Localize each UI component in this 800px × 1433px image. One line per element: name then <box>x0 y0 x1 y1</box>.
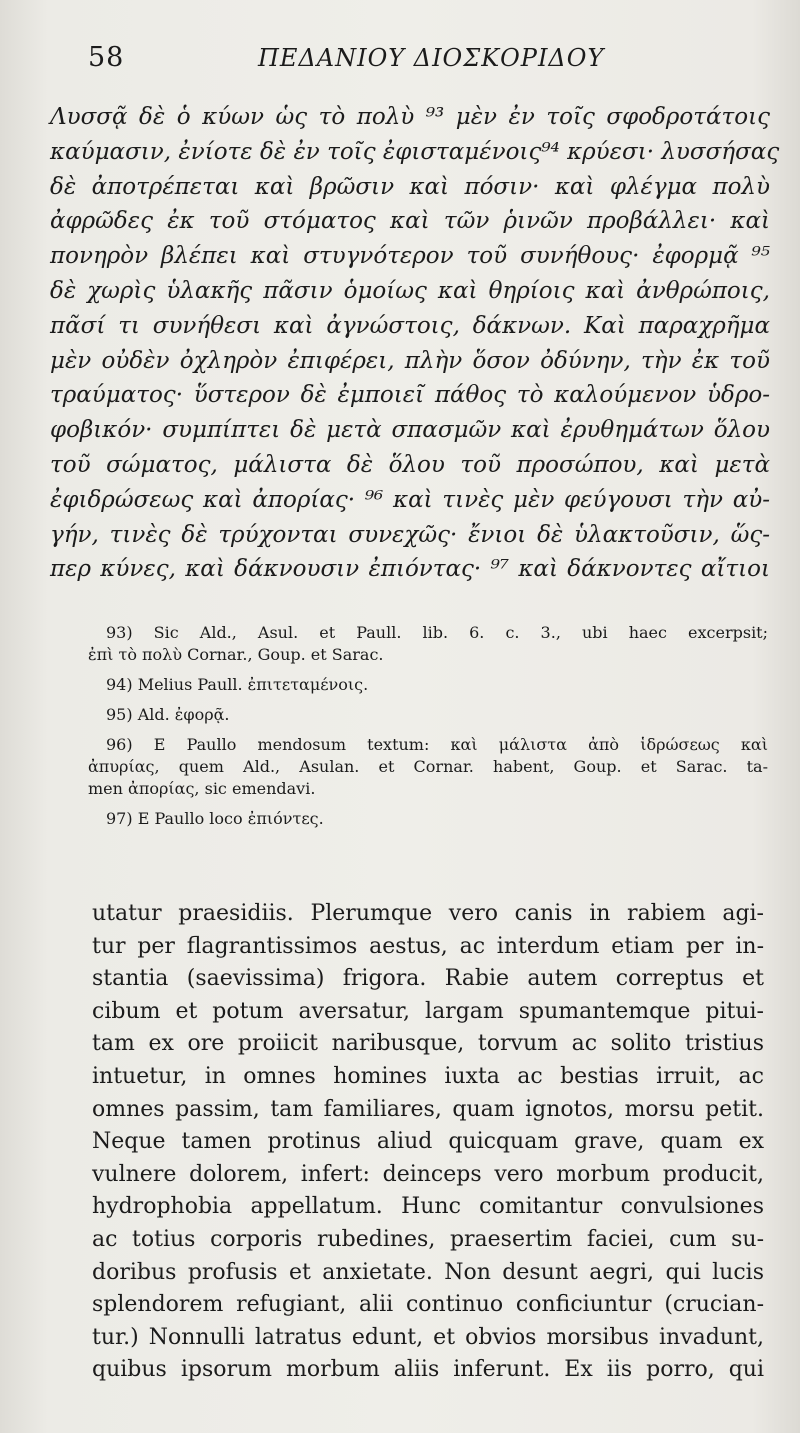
greek-line: δὲ χωρὶς ὑλακῆς πᾶσιν ὁμοίως καὶ θηρίοις καὶ ἀνθρώποις, <box>50 277 770 304</box>
latin-line: Neque tamen protinus aliud quicquam grave, quam ex <box>92 1129 764 1155</box>
greek-line: καύμασιν, ἐνίοτε δὲ ἐν τοῖς ἐφισταμένοις⁹⁴ κρύεσι· λυσσήσας <box>50 138 780 165</box>
footnote-97 <box>88 808 768 830</box>
latin-line: tur per flagrantissimos aestus, ac interdum etiam per in- <box>92 933 764 959</box>
latin-line: quibus ipsorum morbum aliis inferunt. Ex iis porro, qui <box>92 1357 764 1383</box>
footnote-96 <box>88 734 768 800</box>
greek-line: μὲν οὐδὲν ὀχληρὸν ἐπιφέρει, πλὴν ὅσον ὀδύνην, τὴν ἐκ τοῦ <box>50 347 770 374</box>
latin-line: hydrophobia appellatum. Hunc comitantur convulsiones <box>92 1194 764 1220</box>
greek-line: φοβικόν· συμπίπτει δὲ μετὰ σπασμῶν καὶ ἐρυθημάτων ὅλου <box>50 417 770 444</box>
latin-line: stantia (saevissima) frigora. Rabie autem correptus et <box>92 966 764 992</box>
footnote-line: ἐπὶ τὸ πολὺ Cornar., Goup. et Sarac. <box>88 645 384 664</box>
greek-line: πονηρὸν βλέπει καὶ στυγνότερον τοῦ συνήθους· ἐφορμᾷ ⁹⁵ <box>50 243 770 270</box>
running-title: ΠΕΔΑΝΙΟΥ ΔΙΟΣΚΟΡΙΔΟΥ <box>258 44 605 72</box>
latin-line: utatur praesidiis. Plerumque vero canis in rabiem agi- <box>92 901 764 926</box>
footnote-line: 97) E Paullo loco ἐπιόντες. <box>106 809 324 828</box>
greek-line: ἀφρῶδες ἐκ τοῦ στόματος καὶ τῶν ῥινῶν προβάλλει· καὶ <box>50 208 770 235</box>
latin-line: intuetur, in omnes homines iuxta ac bestias irruit, ac <box>92 1063 764 1089</box>
footnote-line: men ἀπορίας, sic emendavi. <box>88 779 316 798</box>
latin-line: vulnere dolorem, infert: deinceps vero morbum producit, <box>92 1161 764 1187</box>
footnote-line: 95) Ald. ἐφορᾷ. <box>106 705 230 724</box>
footnote-94 <box>88 674 768 696</box>
latin-text-block <box>92 898 764 1387</box>
footnote-line: ἀπυρίας, quem Ald., Asulan. et Cornar. habent, Goup. et Sarac. ta- <box>88 757 768 776</box>
greek-line: ἐφιδρώσεως καὶ ἀπορίας· ⁹⁶ καὶ τινὲς μὲν φεύγουσι τὴν αὐ- <box>50 486 770 513</box>
footnote-line: 96) E Paullo mendosum textum: καὶ μάλιστα ἀπὸ ἱδρώσεως καὶ <box>106 735 768 754</box>
footnote-95 <box>88 704 768 726</box>
greek-line: δὲ ἀποτρέπεται καὶ βρῶσιν καὶ πόσιν· καὶ φλέγμα πολὺ <box>50 173 770 200</box>
latin-line: omnes passim, tam familiares, quam ignotos, morsu petit. <box>92 1096 764 1122</box>
greek-line: πᾶσί τι συνήθεσι καὶ ἀγνώστοις, δάκνων. Καὶ παραχρῆμα <box>50 312 770 339</box>
latin-line: tur.) Nonnulli latratus edunt, et obvios morsibus invadunt, <box>92 1324 764 1350</box>
latin-line: doribus profusis et anxietate. Non desunt aegri, qui lucis <box>92 1259 764 1285</box>
latin-line: ac totius corporis rubedines, praesertim faciei, cum su- <box>92 1226 764 1252</box>
greek-line: τοῦ σώματος, μάλιστα δὲ ὅλου τοῦ προσώπου, καὶ μετὰ <box>50 451 770 478</box>
footnote-93 <box>88 622 768 666</box>
page-number: 58 <box>88 42 125 73</box>
footnotes <box>88 622 768 838</box>
greek-line: περ κύνες, καὶ δάκνουσιν ἐπιόντας· ⁹⁷ καὶ δάκνοντες αἴτιοι <box>50 556 770 583</box>
greek-line: γήν, τινὲς δὲ τρύχονται συνεχῶς· ἔνιοι δὲ ὑλακτοῦσιν, ὥς- <box>50 521 770 548</box>
latin-line: splendorem refugiant, alii continuo conficiuntur (crucian- <box>92 1292 764 1318</box>
greek-line: Λυσσᾷ δὲ ὁ κύων ὡς τὸ πολὺ ⁹³ μὲν ἐν τοῖς σφοδροτάτοις <box>50 104 770 130</box>
latin-line: tam ex ore proiicit naribusque, torvum ac solito tristius <box>92 1031 764 1057</box>
footnote-line: 93) Sic Ald., Asul. et Paull. lib. 6. c. 3., ubi haec excerpsit; <box>106 623 768 642</box>
footnote-line: 94) Melius Paull. ἐπιτεταμένοις. <box>106 675 369 694</box>
page-header <box>88 42 760 82</box>
greek-text-block <box>50 100 780 587</box>
latin-line: cibum et potum aversatur, largam spumantemque pitui- <box>92 998 764 1024</box>
greek-line: τραύματος· ὕστερον δὲ ἐμποιεῖ πάθος τὸ καλούμενον ὑδρο- <box>50 382 770 409</box>
